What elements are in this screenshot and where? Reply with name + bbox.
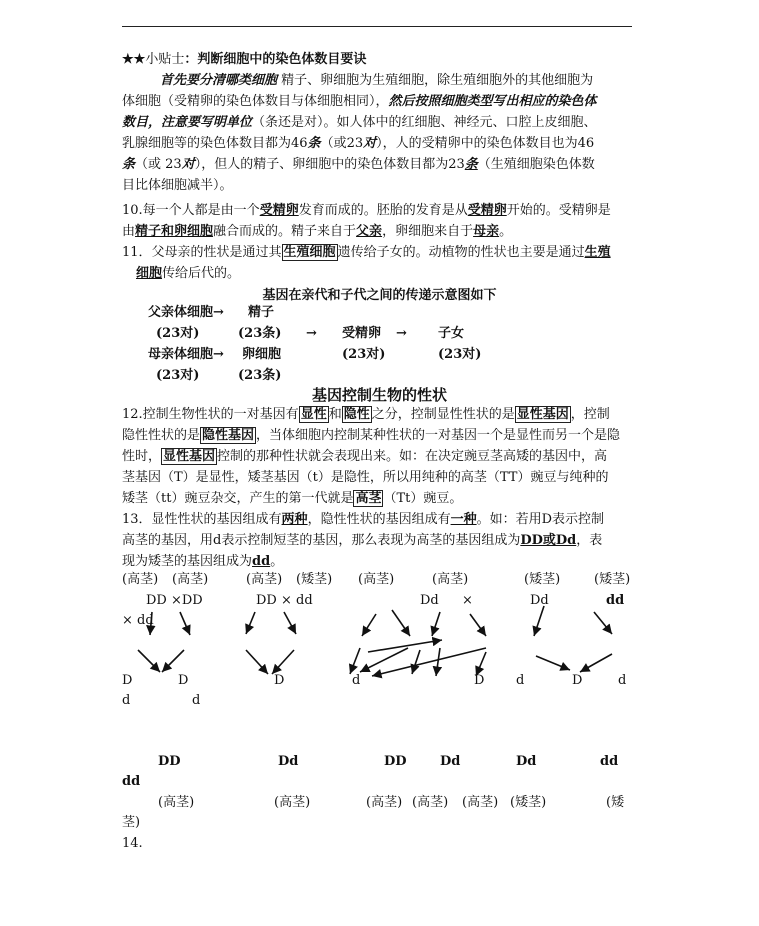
parent-genotype: × dd <box>122 613 154 628</box>
child-count: (23对) <box>438 347 482 362</box>
arrow-to-zygote: → <box>306 326 317 341</box>
offspring-genotype: DD <box>158 754 181 769</box>
section-title: 基因控制生物的性状 <box>311 386 447 404</box>
offspring-phenotype: (高茎) <box>462 795 499 810</box>
tip-heading: ★★小贴士：判断细胞中的染色体数目要诀 <box>122 52 367 67</box>
item11-line-2: 细胞传给后代的。 <box>136 266 241 281</box>
item12-line-5: 矮茎（tt）豌豆杂交，产生的第一代就是 高茎 （Tt）豌豆。 <box>122 491 463 506</box>
diagram-title: 基因在亲代和子代之间的传递示意图如下 <box>262 288 497 303</box>
parent-genotype: Dd <box>530 593 549 608</box>
parent-phenotype: (高茎) <box>172 572 209 587</box>
offspring-genotype: Dd <box>440 754 461 769</box>
mother-count: (23对) <box>156 368 200 383</box>
parent-genotype: Dd <box>420 593 439 608</box>
gamete: d <box>352 673 361 688</box>
gamete: d <box>192 693 201 708</box>
arrow-line <box>284 612 296 634</box>
item14-number: 14. <box>122 836 143 851</box>
item13-line-2: 高茎的基因，用d表示控制短茎的基因，那么表现为高茎的基因组成为DD或Dd，表 <box>122 533 603 548</box>
offspring-genotype: DD <box>384 754 407 769</box>
tip-line-2: 体细胞（受精卵的染色体数目与体细胞相同），然后按照细胞类型写出相应的染色体 <box>122 94 597 109</box>
arrow-line <box>436 648 440 676</box>
zygote-count: (23对) <box>342 347 386 362</box>
item13-line-1: 13．显性性状的基因组成有两种，隐性性状的基因组成有一种。如：若用D表示控制 <box>122 512 605 527</box>
cross-symbol: × <box>462 593 473 608</box>
arrow-line <box>536 656 570 670</box>
arrow-line <box>162 650 184 672</box>
gamete: D <box>274 673 285 688</box>
parent-phenotype: (高茎) <box>432 572 469 587</box>
arrow-line <box>272 650 294 674</box>
arrow-line <box>594 612 612 634</box>
arrow-line <box>362 614 376 636</box>
arrow-line <box>470 614 486 636</box>
gamete: D <box>122 673 133 688</box>
offspring-phenotype: (矮茎) <box>510 795 547 810</box>
egg-count: (23条) <box>238 368 282 383</box>
arrow-line <box>350 648 360 674</box>
tip-line-6: 目比体细胞减半）。 <box>122 178 233 193</box>
father-count: (23对) <box>156 326 200 341</box>
offspring-phenotype: (矮 <box>606 795 625 810</box>
offspring-genotype: Dd <box>278 754 299 769</box>
arrow-line <box>534 606 544 636</box>
arrow-line <box>412 650 420 674</box>
offspring-phenotype: 茎) <box>122 815 141 830</box>
father-cell: 父亲体细胞→ <box>148 305 224 320</box>
arrow-line <box>392 610 410 636</box>
child: 子女 <box>438 326 465 341</box>
arrow-line <box>138 650 160 672</box>
tip-line-1: 首先要分清哪类细胞 精子、卵细胞为生殖细胞，除生殖细胞外的其他细胞为 <box>160 73 594 88</box>
offspring-genotype: dd <box>122 774 141 789</box>
parent-phenotype: (矮茎) <box>524 572 561 587</box>
offspring-phenotype: (高茎) <box>158 795 195 810</box>
parent-phenotype: (高茎) <box>246 572 283 587</box>
parent-phenotype: (矮茎) <box>594 572 631 587</box>
gamete: D <box>474 673 485 688</box>
tip-line-4: 乳腺细胞等的染色体数目都为46条（或23对），人的受精卵中的染色体数目也为46 <box>122 136 595 151</box>
parent-phenotype: (高茎) <box>122 572 159 587</box>
arrow-to-child: → <box>396 326 407 341</box>
item12-line-1: 12.控制生物性状的一对基因有 显性 和 隐性 之分，控制显性性状的是 显性基因 ，控制 <box>122 407 610 422</box>
parent-genotype: dd <box>606 593 625 608</box>
gamete: d <box>516 673 525 688</box>
gamete: D <box>178 673 189 688</box>
arrow-line <box>372 648 486 676</box>
item10-line-1: 10.每一个人都是由一个受精卵发育而成的。胚胎的发育是从受精卵开始的。受精卵是 <box>122 203 611 218</box>
item13-line-3: 现为矮茎的基因组成为dd。 <box>122 554 284 569</box>
arrow-line <box>180 612 190 635</box>
offspring-genotype: dd <box>600 754 619 769</box>
offspring-genotype: Dd <box>516 754 537 769</box>
gamete: d <box>618 673 627 688</box>
item12-line-4: 茎基因（T）是显性，矮茎基因（t）是隐性，所以用纯种的高茎（TT）豌豆与纯种的 <box>122 470 609 485</box>
item12-line-3: 性时， 显性基因 控制的那种性状就会表现出来。如：在决定豌豆茎高矮的基因中，高 <box>122 449 608 464</box>
arrow-line <box>432 612 440 636</box>
gamete: D <box>572 673 583 688</box>
parent-genotype: DD ×DD <box>146 593 203 608</box>
item11-line-1: 11．父母亲的性状是通过其 生殖细胞 遗传给子女的。动植物的性状也主要是通过生殖 <box>122 245 611 260</box>
parent-genotype: DD × dd <box>256 593 313 608</box>
offspring-phenotype: (高茎) <box>366 795 403 810</box>
parent-phenotype: (高茎) <box>358 572 395 587</box>
sperm: 精子 <box>248 305 275 320</box>
arrow-line <box>580 654 612 672</box>
item12-line-2: 隐性性状的是 隐性基因 ，当体细胞内控制某种性状的一对基因一个是显性而另一个是隐 <box>122 428 621 443</box>
arrow-line <box>246 612 255 634</box>
arrow-line <box>246 650 268 674</box>
sperm-count: (23条) <box>238 326 282 341</box>
mother-cell: 母亲体细胞→ <box>148 347 224 362</box>
offspring-phenotype: (高茎) <box>274 795 311 810</box>
gamete: d <box>122 693 131 708</box>
item10-line-2: 由精子和卵细胞融合而成的。精子来自于父亲，卵细胞来自于母亲。 <box>122 224 513 239</box>
tip-line-5: 条（或 23对），但人的精子、卵细胞中的染色体数目都为23条（生殖细胞染色体数 <box>122 157 595 172</box>
arrow-line <box>150 612 152 635</box>
tip-line-3: 数目，注意要写明单位（条还是对）。如人体中的红细胞、神经元、口腔上皮细胞、 <box>122 115 597 130</box>
parent-phenotype: (矮茎) <box>296 572 333 587</box>
arrow-line <box>476 652 486 676</box>
zygote: 受精卵 <box>342 326 382 341</box>
offspring-phenotype: (高茎) <box>412 795 449 810</box>
egg: 卵细胞 <box>242 347 282 362</box>
